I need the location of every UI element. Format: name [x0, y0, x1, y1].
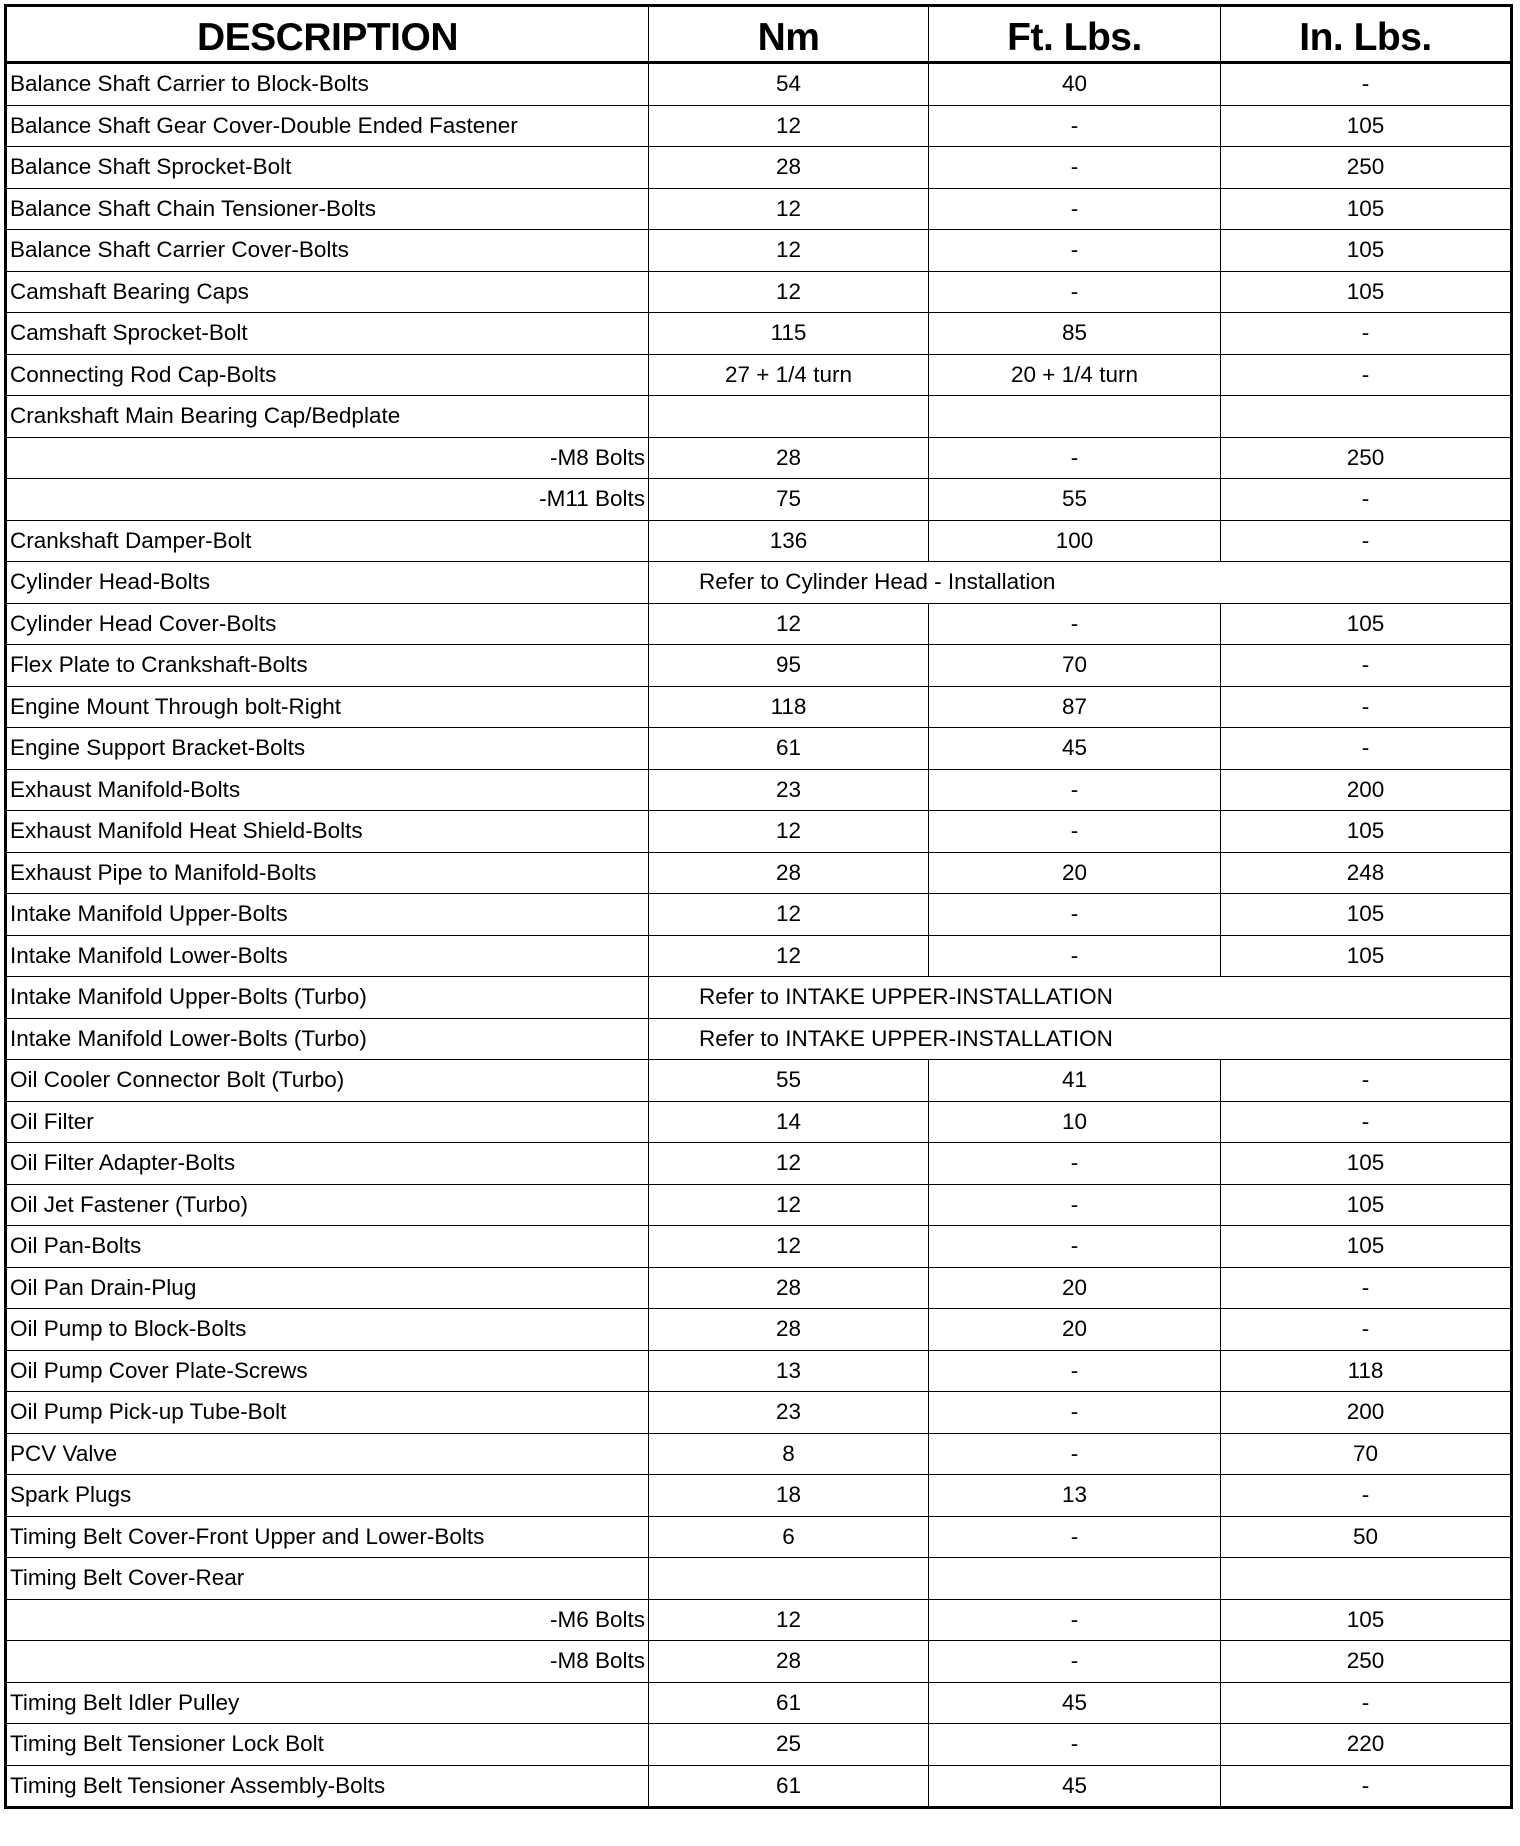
ft-lbs-cell: - [929, 1392, 1221, 1434]
nm-cell: 27 + 1/4 turn [649, 354, 929, 396]
nm-cell: 8 [649, 1433, 929, 1475]
nm-cell: 25 [649, 1724, 929, 1766]
table-row [6, 852, 1512, 894]
table-row [6, 313, 1512, 355]
description-cell: -M11 Bolts [6, 479, 649, 521]
table-row [6, 105, 1512, 147]
table-row [6, 686, 1512, 728]
in-lbs-cell: - [1221, 728, 1512, 770]
description-cell: Camshaft Sprocket-Bolt [6, 313, 649, 355]
ft-lbs-cell: 20 [929, 1309, 1221, 1351]
in-lbs-cell: 70 [1221, 1433, 1512, 1475]
nm-cell: 54 [649, 63, 929, 106]
description-cell: Oil Pan-Bolts [6, 1226, 649, 1268]
description-cell: Engine Support Bracket-Bolts [6, 728, 649, 770]
description-cell: -M6 Bolts [6, 1599, 649, 1641]
ft-lbs-cell: 10 [929, 1101, 1221, 1143]
description-cell: Crankshaft Main Bearing Cap/Bedplate [6, 396, 649, 438]
nm-cell: 28 [649, 1309, 929, 1351]
ft-lbs-cell: - [929, 147, 1221, 189]
ft-lbs-cell: - [929, 1226, 1221, 1268]
table-row [6, 147, 1512, 189]
ft-lbs-cell: - [929, 230, 1221, 272]
in-lbs-cell: 220 [1221, 1724, 1512, 1766]
nm-cell: 12 [649, 935, 929, 977]
table-row [6, 935, 1512, 977]
description-cell: Intake Manifold Lower-Bolts (Turbo) [6, 1018, 649, 1060]
ft-lbs-cell: 41 [929, 1060, 1221, 1102]
in-lbs-cell: 105 [1221, 271, 1512, 313]
table-row [6, 271, 1512, 313]
table-row [6, 1392, 1512, 1434]
in-lbs-cell [1221, 1558, 1512, 1600]
nm-cell: 28 [649, 147, 929, 189]
in-lbs-cell: 200 [1221, 769, 1512, 811]
table-row [6, 188, 1512, 230]
description-cell: Balance Shaft Sprocket-Bolt [6, 147, 649, 189]
table-row [6, 769, 1512, 811]
in-lbs-cell: 118 [1221, 1350, 1512, 1392]
table-row [6, 1350, 1512, 1392]
table-row [6, 1226, 1512, 1268]
in-lbs-cell: - [1221, 354, 1512, 396]
in-lbs-cell: 105 [1221, 1143, 1512, 1185]
description-cell: Timing Belt Tensioner Lock Bolt [6, 1724, 649, 1766]
description-cell: Flex Plate to Crankshaft-Bolts [6, 645, 649, 687]
nm-cell: 95 [649, 645, 929, 687]
table-row [6, 1765, 1512, 1808]
table-row [6, 437, 1512, 479]
description-cell: Camshaft Bearing Caps [6, 271, 649, 313]
ft-lbs-cell [929, 1558, 1221, 1600]
nm-cell: 61 [649, 1765, 929, 1808]
table-row [6, 977, 1512, 1019]
in-lbs-cell: 105 [1221, 1226, 1512, 1268]
nm-cell: 28 [649, 1641, 929, 1683]
ft-lbs-cell: 87 [929, 686, 1221, 728]
table-row [6, 230, 1512, 272]
description-cell: Intake Manifold Upper-Bolts (Turbo) [6, 977, 649, 1019]
header-ft-lbs: Ft. Lbs. [929, 6, 1221, 63]
description-cell: Balance Shaft Gear Cover-Double Ended Fastener [6, 105, 649, 147]
in-lbs-cell: - [1221, 520, 1512, 562]
table-row [6, 1143, 1512, 1185]
description-cell: Balance Shaft Carrier to Block-Bolts [6, 63, 649, 106]
in-lbs-cell: - [1221, 63, 1512, 106]
table-row [6, 1060, 1512, 1102]
description-cell: Oil Jet Fastener (Turbo) [6, 1184, 649, 1226]
table-row [6, 63, 1512, 106]
ft-lbs-cell: 40 [929, 63, 1221, 106]
reference-note-cell: Refer to Cylinder Head - Installation [649, 562, 1512, 604]
header-nm: Nm [649, 6, 929, 63]
nm-cell: 12 [649, 1143, 929, 1185]
table-row [6, 1641, 1512, 1683]
in-lbs-cell: 105 [1221, 935, 1512, 977]
table-row [6, 1724, 1512, 1766]
description-cell: Oil Filter Adapter-Bolts [6, 1143, 649, 1185]
table-row [6, 1101, 1512, 1143]
nm-cell: 28 [649, 1267, 929, 1309]
description-cell: Exhaust Manifold Heat Shield-Bolts [6, 811, 649, 853]
table-row [6, 894, 1512, 936]
ft-lbs-cell: - [929, 1143, 1221, 1185]
in-lbs-cell: - [1221, 686, 1512, 728]
in-lbs-cell: - [1221, 1309, 1512, 1351]
ft-lbs-cell [929, 396, 1221, 438]
ft-lbs-cell: - [929, 1724, 1221, 1766]
nm-cell: 12 [649, 603, 929, 645]
in-lbs-cell: - [1221, 1060, 1512, 1102]
in-lbs-cell: - [1221, 1475, 1512, 1517]
ft-lbs-cell: 55 [929, 479, 1221, 521]
description-cell: Balance Shaft Carrier Cover-Bolts [6, 230, 649, 272]
ft-lbs-cell: - [929, 769, 1221, 811]
in-lbs-cell: - [1221, 645, 1512, 687]
nm-cell: 18 [649, 1475, 929, 1517]
nm-cell: 12 [649, 894, 929, 936]
table-row [6, 1309, 1512, 1351]
nm-cell [649, 396, 929, 438]
table-row [6, 1558, 1512, 1600]
ft-lbs-cell: 20 [929, 852, 1221, 894]
description-cell: Engine Mount Through bolt-Right [6, 686, 649, 728]
description-cell: Connecting Rod Cap-Bolts [6, 354, 649, 396]
description-cell: Exhaust Manifold-Bolts [6, 769, 649, 811]
description-cell: Timing Belt Idler Pulley [6, 1682, 649, 1724]
table-row [6, 354, 1512, 396]
in-lbs-cell: 105 [1221, 230, 1512, 272]
in-lbs-cell: - [1221, 313, 1512, 355]
reference-note-cell: Refer to INTAKE UPPER-INSTALLATION [649, 1018, 1512, 1060]
description-cell: Oil Pump Pick-up Tube-Bolt [6, 1392, 649, 1434]
in-lbs-cell: 105 [1221, 188, 1512, 230]
description-cell: Oil Cooler Connector Bolt (Turbo) [6, 1060, 649, 1102]
ft-lbs-cell: 45 [929, 1765, 1221, 1808]
in-lbs-cell: - [1221, 1267, 1512, 1309]
nm-cell: 12 [649, 811, 929, 853]
nm-cell: 115 [649, 313, 929, 355]
nm-cell: 61 [649, 728, 929, 770]
ft-lbs-cell: - [929, 1350, 1221, 1392]
description-cell: Timing Belt Tensioner Assembly-Bolts [6, 1765, 649, 1808]
description-cell: Intake Manifold Upper-Bolts [6, 894, 649, 936]
description-cell: Timing Belt Cover-Rear [6, 1558, 649, 1600]
description-cell: Cylinder Head-Bolts [6, 562, 649, 604]
nm-cell: 61 [649, 1682, 929, 1724]
table-row [6, 1433, 1512, 1475]
ft-lbs-cell: 45 [929, 1682, 1221, 1724]
in-lbs-cell: 250 [1221, 437, 1512, 479]
nm-cell: 118 [649, 686, 929, 728]
header-in-lbs: In. Lbs. [1221, 6, 1512, 63]
table-row [6, 1184, 1512, 1226]
table-row [6, 1682, 1512, 1724]
nm-cell: 6 [649, 1516, 929, 1558]
in-lbs-cell: 105 [1221, 603, 1512, 645]
table-row [6, 811, 1512, 853]
nm-cell: 23 [649, 1392, 929, 1434]
ft-lbs-cell: - [929, 1641, 1221, 1683]
description-cell: Crankshaft Damper-Bolt [6, 520, 649, 562]
ft-lbs-cell: - [929, 188, 1221, 230]
table-row [6, 728, 1512, 770]
table-row [6, 603, 1512, 645]
nm-cell: 28 [649, 852, 929, 894]
nm-cell: 28 [649, 437, 929, 479]
in-lbs-cell: 248 [1221, 852, 1512, 894]
description-cell: Oil Pan Drain-Plug [6, 1267, 649, 1309]
description-cell: Spark Plugs [6, 1475, 649, 1517]
nm-cell: 12 [649, 1226, 929, 1268]
table-body [6, 63, 1512, 1808]
in-lbs-cell: 105 [1221, 1184, 1512, 1226]
nm-cell: 14 [649, 1101, 929, 1143]
table-row [6, 520, 1512, 562]
table-row [6, 645, 1512, 687]
nm-cell: 13 [649, 1350, 929, 1392]
nm-cell: 55 [649, 1060, 929, 1102]
table-row [6, 1599, 1512, 1641]
nm-cell: 136 [649, 520, 929, 562]
description-cell: Cylinder Head Cover-Bolts [6, 603, 649, 645]
in-lbs-cell: 200 [1221, 1392, 1512, 1434]
nm-cell: 75 [649, 479, 929, 521]
in-lbs-cell: - [1221, 1682, 1512, 1724]
table-row [6, 1475, 1512, 1517]
table-row [6, 1018, 1512, 1060]
nm-cell: 12 [649, 188, 929, 230]
nm-cell: 12 [649, 271, 929, 313]
table-row [6, 562, 1512, 604]
in-lbs-cell: 105 [1221, 1599, 1512, 1641]
description-cell: PCV Valve [6, 1433, 649, 1475]
description-cell: -M8 Bolts [6, 1641, 649, 1683]
ft-lbs-cell: - [929, 603, 1221, 645]
header-description: DESCRIPTION [6, 6, 649, 63]
table-row [6, 479, 1512, 521]
in-lbs-cell: 105 [1221, 811, 1512, 853]
ft-lbs-cell: 100 [929, 520, 1221, 562]
description-cell: -M8 Bolts [6, 437, 649, 479]
ft-lbs-cell: - [929, 437, 1221, 479]
in-lbs-cell: 105 [1221, 105, 1512, 147]
nm-cell: 23 [649, 769, 929, 811]
description-cell: Intake Manifold Lower-Bolts [6, 935, 649, 977]
in-lbs-cell: - [1221, 1101, 1512, 1143]
nm-cell [649, 1558, 929, 1600]
in-lbs-cell [1221, 396, 1512, 438]
ft-lbs-cell: - [929, 1184, 1221, 1226]
description-cell: Oil Filter [6, 1101, 649, 1143]
nm-cell: 12 [649, 1184, 929, 1226]
torque-spec-table [4, 4, 1513, 1809]
in-lbs-cell: 250 [1221, 147, 1512, 189]
table-row [6, 1267, 1512, 1309]
ft-lbs-cell: 45 [929, 728, 1221, 770]
ft-lbs-cell: 13 [929, 1475, 1221, 1517]
ft-lbs-cell: 20 [929, 1267, 1221, 1309]
table-row [6, 396, 1512, 438]
nm-cell: 12 [649, 230, 929, 272]
in-lbs-cell: 105 [1221, 894, 1512, 936]
in-lbs-cell: - [1221, 1765, 1512, 1808]
header-row [6, 6, 1512, 63]
table-row [6, 1516, 1512, 1558]
in-lbs-cell: 50 [1221, 1516, 1512, 1558]
description-cell: Exhaust Pipe to Manifold-Bolts [6, 852, 649, 894]
in-lbs-cell: 250 [1221, 1641, 1512, 1683]
reference-note-cell: Refer to INTAKE UPPER-INSTALLATION [649, 977, 1512, 1019]
ft-lbs-cell: - [929, 894, 1221, 936]
ft-lbs-cell: 85 [929, 313, 1221, 355]
description-cell: Oil Pump Cover Plate-Screws [6, 1350, 649, 1392]
ft-lbs-cell: 20 + 1/4 turn [929, 354, 1221, 396]
ft-lbs-cell: - [929, 811, 1221, 853]
ft-lbs-cell: - [929, 105, 1221, 147]
ft-lbs-cell: - [929, 1516, 1221, 1558]
ft-lbs-cell: 70 [929, 645, 1221, 687]
ft-lbs-cell: - [929, 271, 1221, 313]
nm-cell: 12 [649, 105, 929, 147]
ft-lbs-cell: - [929, 1433, 1221, 1475]
in-lbs-cell: - [1221, 479, 1512, 521]
description-cell: Balance Shaft Chain Tensioner-Bolts [6, 188, 649, 230]
ft-lbs-cell: - [929, 1599, 1221, 1641]
description-cell: Timing Belt Cover-Front Upper and Lower-Bolts [6, 1516, 649, 1558]
description-cell: Oil Pump to Block-Bolts [6, 1309, 649, 1351]
nm-cell: 12 [649, 1599, 929, 1641]
ft-lbs-cell: - [929, 935, 1221, 977]
